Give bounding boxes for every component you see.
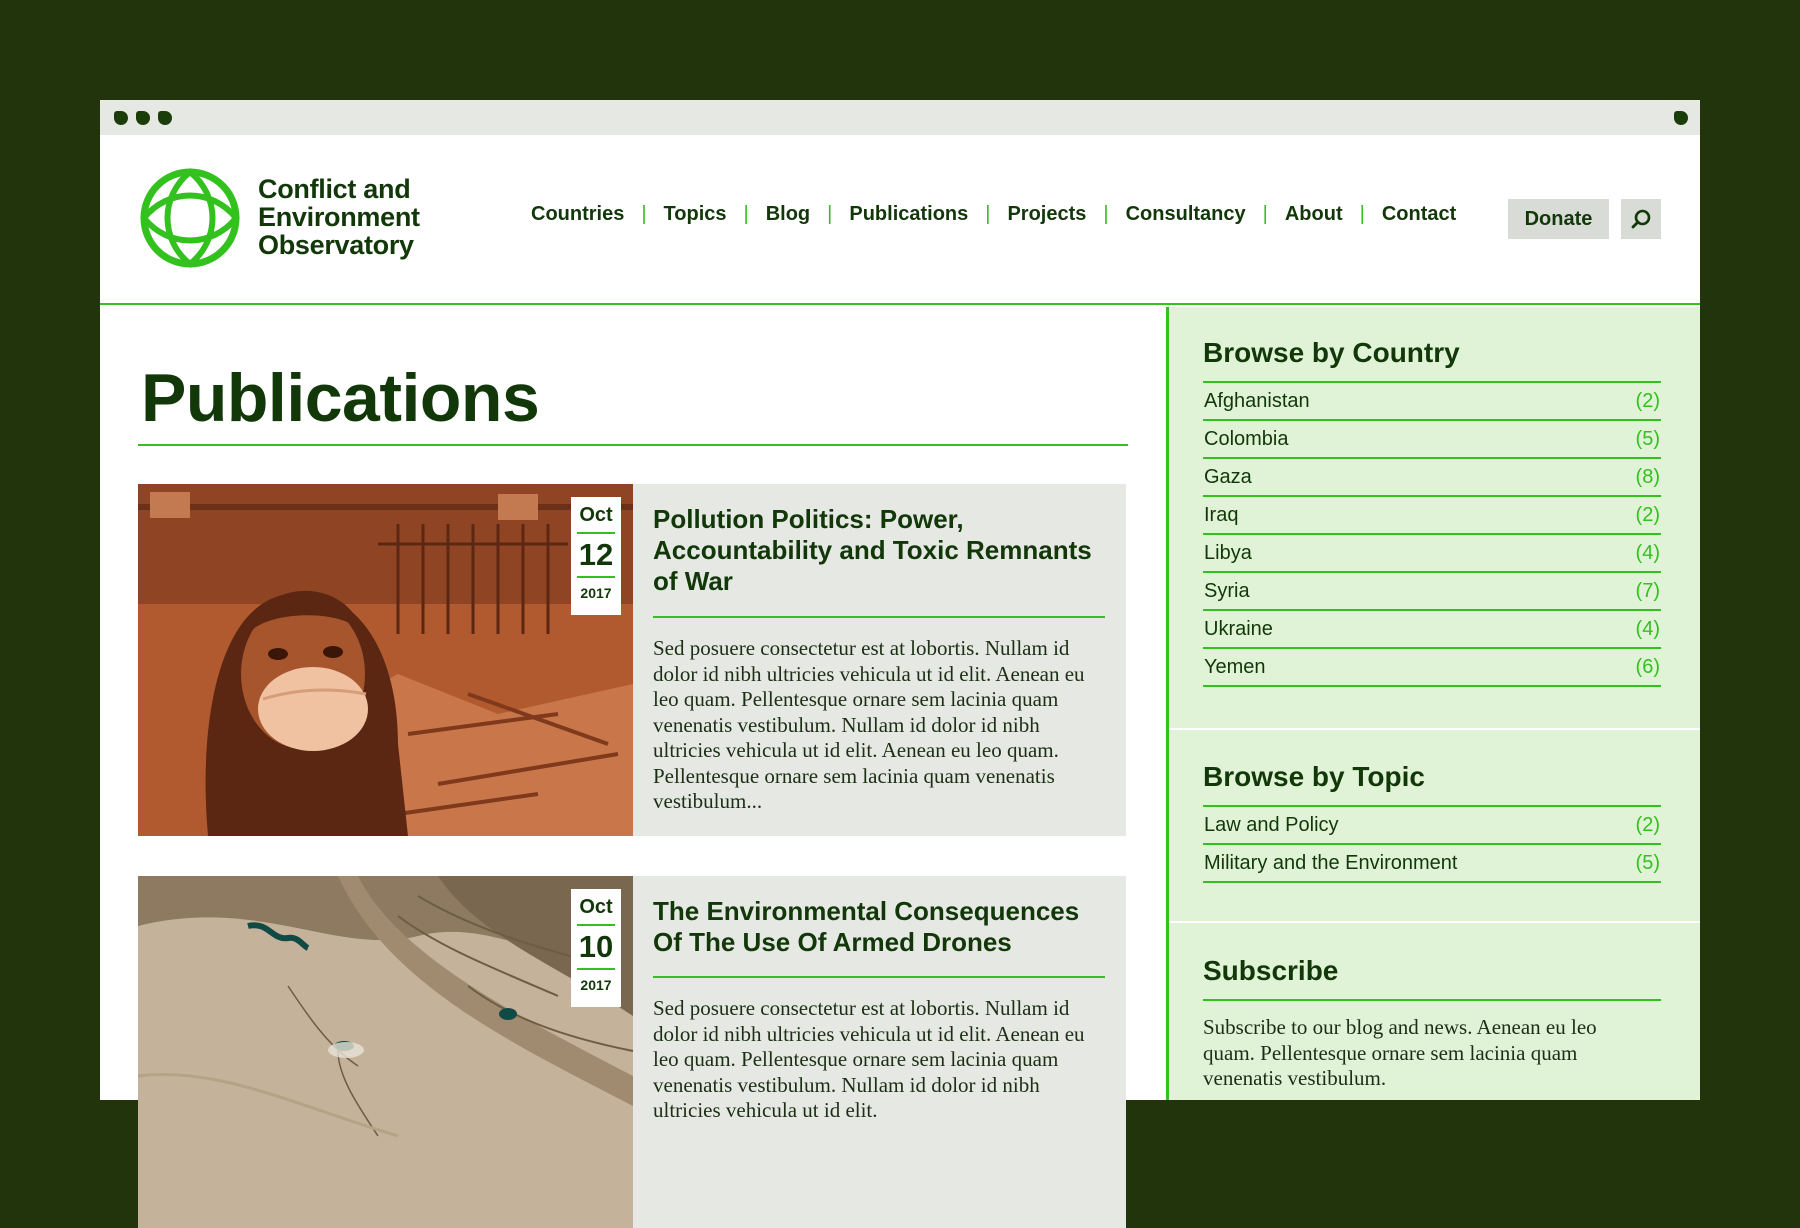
date-rule [577,968,615,970]
section-separator [1169,921,1700,923]
publication-title[interactable]: The Environmental Consequences Of The Use Of Armed Drones [653,896,1080,957]
section-title: Browse by Country [1203,337,1460,368]
country-count: (7) [1635,579,1660,602]
topic-name: Military and the Environment [1204,851,1458,874]
nav-blog[interactable]: Blog [765,203,811,225]
window-dot-icon[interactable] [158,111,172,125]
country-name: Colombia [1204,427,1289,450]
donate-button[interactable]: Donate [1508,199,1609,239]
country-item-yemen[interactable] [1203,649,1661,687]
section-title: Subscribe [1203,955,1339,986]
country-count: (4) [1635,541,1660,564]
site-header [100,135,1700,305]
publication-card[interactable] [138,484,1126,836]
date-badge [571,889,621,1007]
country-item-gaza[interactable] [1203,459,1661,497]
publication-image[interactable] [138,484,633,836]
topic-item-law-and-policy[interactable] [1203,807,1661,845]
search-button[interactable] [1621,199,1661,239]
nav-contact[interactable]: Contact [1381,203,1457,225]
nav-separator: | [641,203,647,225]
title-divider [138,444,1128,446]
country-count: (2) [1635,389,1660,412]
search-icon [1630,208,1652,230]
date-day: 12 [578,537,614,572]
nav-separator: | [1359,203,1365,225]
date-day: 10 [578,929,614,964]
topic-item-military-environment[interactable] [1203,845,1661,883]
site-logo-text[interactable]: Conflict and Environment Observatory [258,174,420,260]
nav-separator: | [1262,203,1268,225]
browser-chrome [100,100,1700,135]
country-item-syria[interactable] [1203,573,1661,611]
subscribe-section [1203,955,1661,1092]
nav-separator: | [743,203,749,225]
publication-excerpt: Sed posuere consectetur est at lobortis. Nullam id dolor id nibh ultricies vehicula ut id elit. Aenean eu leo quam. Pellentesque ornare sem lacinia quam venenatis vestibulum. Nullam id dolor id nibh ultricies vehicula ut id elit. [653,996,1085,1122]
nav-countries[interactable]: Countries [531,203,625,225]
country-name: Gaza [1204,465,1252,488]
subscribe-text: Subscribe to our blog and news. Aenean eu leo quam. Pellentesque ornare sem lacinia quam venenatis vestibulum. [1203,1015,1597,1090]
section-title: Browse by Topic [1203,761,1425,792]
card-divider [653,616,1105,618]
section-separator [1169,728,1700,730]
topic-count: (2) [1635,813,1660,836]
nav-consultancy[interactable]: Consultancy [1125,203,1246,225]
date-month: Oct [579,896,613,918]
date-year: 2017 [580,585,612,601]
publication-excerpt: Sed posuere consectetur est at lobortis. Nullam id dolor id nibh ultricies vehicula ut id elit. Aenean eu leo quam. Pellentesque ornare sem lacinia quam venenatis vestibulum. Nullam id dolor id nibh ultricies vehicula ut id elit. Aenean eu leo quam. Pellentesque ornare sem lacinia quam venenatis vestibulum... [653,636,1085,813]
country-count: (6) [1635,655,1660,678]
nav-publications[interactable]: Publications [849,203,969,225]
date-year: 2017 [580,977,612,993]
publication-title[interactable]: Pollution Politics: Power, Accountability and Toxic Remnants of War [653,504,1092,596]
country-item-ukraine[interactable] [1203,611,1661,649]
nav-about[interactable]: About [1284,203,1343,225]
card-divider [653,976,1105,978]
country-item-afghanistan[interactable] [1203,383,1661,421]
nav-projects[interactable]: Projects [1007,203,1087,225]
publication-image[interactable] [138,876,633,1228]
country-name: Ukraine [1204,617,1273,640]
browser-window [100,100,1700,1122]
date-rule [577,576,615,578]
country-item-iraq[interactable] [1203,497,1661,535]
country-count: (8) [1635,465,1660,488]
country-count: (2) [1635,503,1660,526]
country-name: Syria [1204,579,1250,602]
topic-count: (5) [1635,851,1660,874]
country-item-libya[interactable] [1203,535,1661,573]
date-badge [571,497,621,615]
date-month: Oct [579,504,613,526]
country-item-colombia[interactable] [1203,421,1661,459]
topic-name: Law and Policy [1204,813,1339,836]
main-nav [514,203,1473,226]
main-content [100,307,1166,1122]
nav-topics[interactable]: Topics [663,203,727,225]
country-name: Yemen [1204,655,1266,678]
globe-logo-icon[interactable] [138,166,242,270]
page-title: Publications [141,360,540,436]
country-count: (5) [1635,427,1660,450]
sidebar [1166,307,1700,1100]
nav-separator: | [1103,203,1109,225]
publication-card[interactable] [138,876,1126,1228]
country-name: Libya [1204,541,1252,564]
browse-by-country [1203,337,1661,687]
country-count: (4) [1635,617,1660,640]
window-dot-icon[interactable] [136,111,150,125]
window-dot-icon[interactable] [1674,111,1688,125]
section-divider [1203,999,1661,1001]
window-dot-icon[interactable] [114,111,128,125]
country-name: Iraq [1204,503,1239,526]
nav-separator: | [827,203,833,225]
nav-separator: | [985,203,991,225]
browse-by-topic [1203,761,1661,883]
country-name: Afghanistan [1204,389,1310,412]
